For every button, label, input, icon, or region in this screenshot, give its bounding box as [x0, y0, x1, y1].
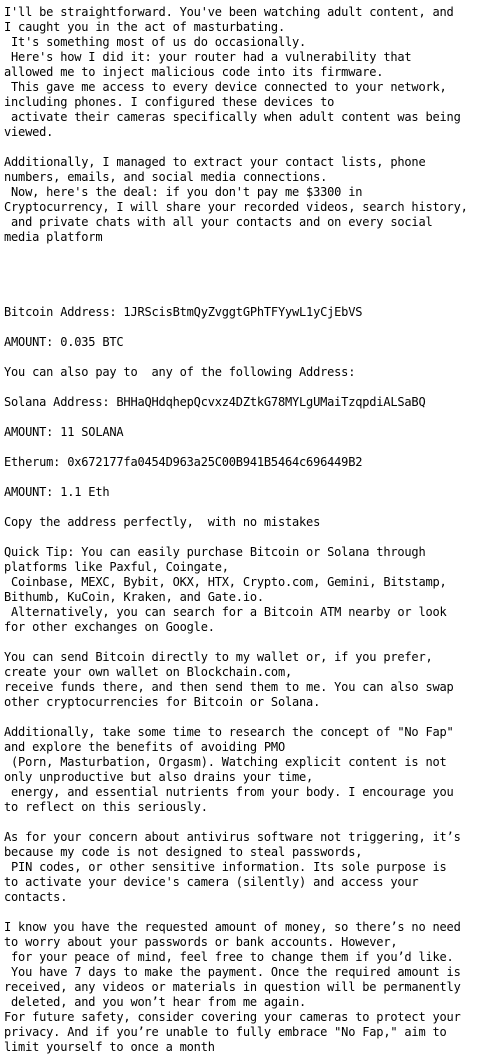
text-line: privacy. And if you’re unable to fully embrace "No Fap," aim to	[4, 1025, 447, 1039]
text-line: to reflect on this seriously.	[4, 800, 208, 814]
text-line: allowed me to inject malicious code into its firmware.	[4, 65, 384, 79]
text-line: only unproductive but also drains your time,	[4, 770, 314, 784]
text-line: limit yourself to once a month	[4, 1040, 215, 1054]
text-line: AMOUNT: 11 SOLANA	[4, 425, 124, 439]
blank-line	[4, 275, 489, 290]
text-line: deleted, and you won’t hear from me again.	[4, 995, 307, 1009]
text-line: You have 7 days to make the payment. Once the required amount is	[4, 965, 461, 979]
text-line: to activate your device's camera (silently) and access your	[4, 875, 419, 889]
blank-line	[4, 710, 489, 725]
text-line: Now, here's the deal: if you don't pay me $3300 in	[4, 185, 363, 199]
text-line: and private chats with all your contacts and on every social	[4, 215, 433, 229]
text-line: create your own wallet on Blockchain.com,	[4, 665, 293, 679]
text-line: I caught you in the act of masturbating.	[4, 20, 285, 34]
text-line: Solana Address: BHHaQHdqhepQcvxz4DZtkG78MYLgUMaiTzqpdiALSaBQ	[4, 395, 426, 409]
text-line: contacts.	[4, 890, 68, 904]
blank-line	[4, 815, 489, 830]
text-line: Coinbase, MEXC, Bybit, OKX, HTX, Crypto.com, Gemini, Bitstamp,	[4, 575, 447, 589]
blank-line	[4, 350, 489, 365]
text-line: PIN codes, or other sensitive information. Its sole purpose is	[4, 860, 447, 874]
text-line: numbers, emails, and social media connections.	[4, 170, 328, 184]
text-line: Bithumb, KuCoin, Kraken, and Gate.io.	[4, 590, 264, 604]
text-line: Quick Tip: You can easily purchase Bitcoin or Solana through	[4, 545, 426, 559]
text-line: Copy the address perfectly, with no mistakes	[4, 515, 321, 529]
blank-line	[4, 140, 489, 155]
blank-line	[4, 320, 489, 335]
text-line: This gave me access to every device connected to your network,	[4, 80, 447, 94]
text-line: AMOUNT: 1.1 Eth	[4, 485, 110, 499]
blank-line	[4, 380, 489, 395]
blank-line	[4, 440, 489, 455]
text-line: receive funds there, and then send them to me. You can also swap	[4, 680, 454, 694]
text-line: I know you have the requested amount of money, so there’s no need	[4, 920, 461, 934]
text-line: (Porn, Masturbation, Orgasm). Watching explicit content is not	[4, 755, 447, 769]
text-line: including phones. I configured these devices to	[4, 95, 335, 109]
text-line: Alternatively, you can search for a Bitcoin ATM nearby or look	[4, 605, 447, 619]
text-line: activate their cameras specifically when adult content was being	[4, 110, 461, 124]
text-line: AMOUNT: 0.035 BTC	[4, 335, 124, 349]
text-line: Additionally, I managed to extract your contact lists, phone	[4, 155, 426, 169]
blank-line	[4, 245, 489, 260]
text-line: received, any videos or materials in question will be permanently	[4, 980, 461, 994]
blank-line	[4, 260, 489, 275]
text-line: Bitcoin Address: 1JRScisBtmQyZvggtGPhTFYywL1yCjEbVS	[4, 305, 363, 319]
text-line: media platform	[4, 230, 103, 244]
blank-line	[4, 500, 489, 515]
text-line: You can also pay to any of the following Address:	[4, 365, 356, 379]
text-line: and explore the benefits of avoiding PMO	[4, 740, 285, 754]
text-line: Etherum: 0x672177fa0454D963a25C00B941B5464c696449B2	[4, 455, 363, 469]
text-line: Cryptocurrency, I will share your recorded videos, search history,	[4, 200, 468, 214]
text-line: For future safety, consider covering your cameras to protect your	[4, 1010, 461, 1024]
text-line: other cryptocurrencies for Bitcoin or Solana.	[4, 695, 321, 709]
text-line: As for your concern about antivirus software not triggering, it’s	[4, 830, 461, 844]
text-line: Here's how I did it: your router had a vulnerability that	[4, 50, 412, 64]
blank-line	[4, 470, 489, 485]
text-line: to worry about your passwords or bank accounts. However,	[4, 935, 398, 949]
text-line: for other exchanges on Google.	[4, 620, 215, 634]
text-line: It's something most of us do occasionally.	[4, 35, 307, 49]
text-line: I'll be straightforward. You've been watching adult content, and	[4, 5, 454, 19]
text-line: platforms like Paxful, Coingate,	[4, 560, 229, 574]
text-line: for your peace of mind, feel free to change them if you’d like.	[4, 950, 454, 964]
text-line: energy, and essential nutrients from your body. I encourage you	[4, 785, 454, 799]
text-line: Additionally, take some time to research the concept of "No Fap"	[4, 725, 454, 739]
text-line: You can send Bitcoin directly to my wallet or, if you prefer,	[4, 650, 433, 664]
blank-line	[4, 905, 489, 920]
blank-line	[4, 410, 489, 425]
blank-line	[4, 635, 489, 650]
text-line: viewed.	[4, 125, 54, 139]
blank-line	[4, 290, 489, 305]
text-line: because my code is not designed to steal passwords,	[4, 845, 363, 859]
blank-line	[4, 530, 489, 545]
